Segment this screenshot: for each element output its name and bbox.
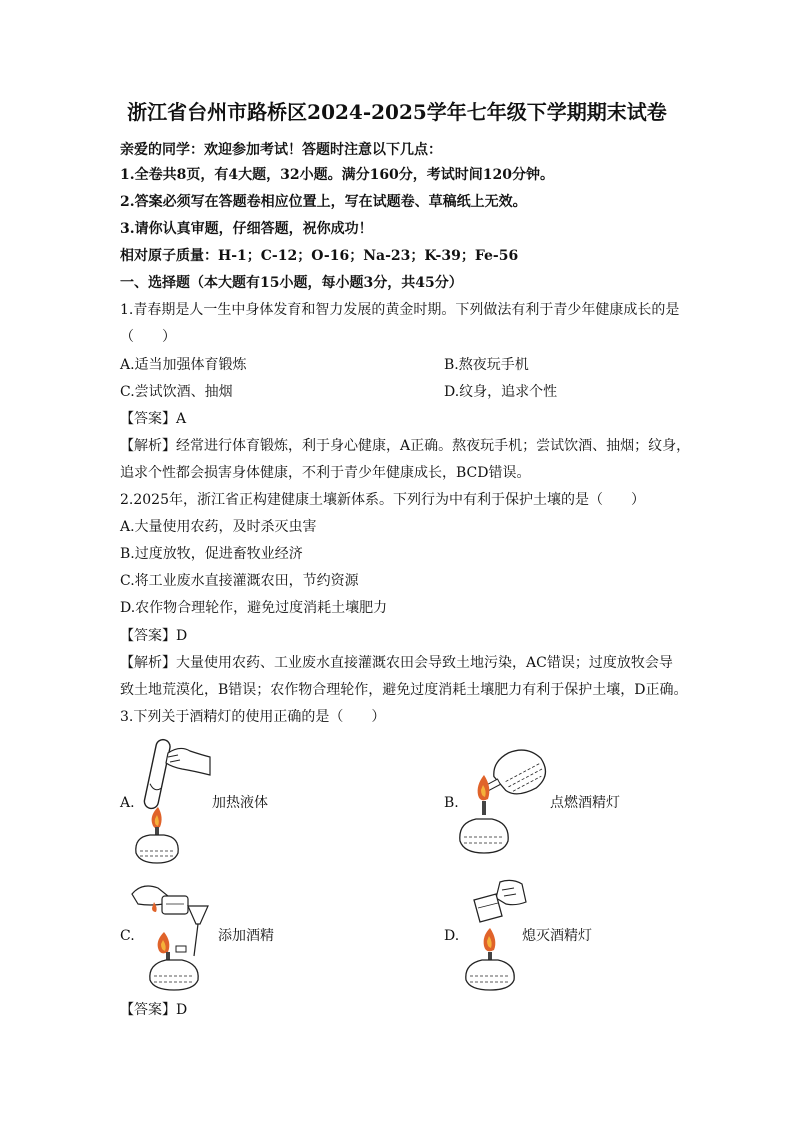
q2-analysis-2: 致土地荒漠化，B错误；农作物合理轮作，避免过度消耗土壤肥力有利于保护土壤，D正确。	[120, 682, 688, 698]
q3-option-d-letter: D.	[444, 928, 460, 944]
q2-option-b: B.过度放牧，促进畜牧业经济	[120, 546, 303, 562]
q1-stem: 1.青春期是人一生中身体发育和智力发展的黄金时期。下列做法有利于青少年健康成长的是	[120, 302, 680, 318]
q3-figure-a	[128, 735, 212, 867]
q2-option-c: C.将工业废水直接灌溉农田，节约资源	[120, 573, 359, 589]
section-heading: 一、选择题（本大题有15小题，每小题3分，共45分）	[120, 275, 463, 291]
lighting-lamp-illustration	[456, 745, 556, 857]
atomic-mass-line: 相对原子质量：H-1；C-12；O-16；Na-23；K-39；Fe-56	[120, 248, 519, 264]
q3-option-b-caption: 点燃酒精灯	[550, 795, 620, 811]
q1-option-c: C.尝试饮酒、抽烟	[120, 384, 233, 400]
q3-option-d-caption: 熄灭酒精灯	[522, 928, 592, 944]
intro-rule-1: 1.全卷共8页，有4大题，32小题。满分160分，考试时间120分钟。	[120, 167, 555, 183]
q1-option-a: A.适当加强体育锻炼	[120, 357, 247, 373]
q2-option-a: A.大量使用农药，及时杀灭虫害	[120, 519, 317, 535]
q3-option-c-letter: C.	[120, 928, 135, 944]
q2-analysis-1: 【解析】大量使用农药、工业废水直接灌溉农田会导致土地污染，AC错误；过度放牧会导	[120, 655, 673, 671]
q1-option-b: B.熬夜玩手机	[444, 357, 529, 373]
q2-option-d: D.农作物合理轮作，避免过度消耗土壤肥力	[120, 600, 388, 616]
heating-liquid-illustration	[128, 735, 212, 867]
q1-option-d: D.纹身，追求个性	[444, 384, 558, 400]
q3-option-b-letter: B.	[444, 795, 459, 811]
q3-option-a-caption: 加热液体	[212, 795, 268, 811]
intro-rule-2: 2.答案必须写在答题卷相应位置上，写在试题卷、草稿纸上无效。	[120, 194, 527, 210]
q3-stem: 3.下列关于酒精灯的使用正确的是（ ）	[120, 709, 386, 725]
q3-option-a-letter: A.	[120, 795, 135, 811]
exam-title: 浙江省台州市路桥区2024-2025学年七年级下学期期末试卷	[127, 100, 667, 124]
q3-answer: 【答案】D	[120, 1002, 188, 1018]
q1-analysis-1: 【解析】经常进行体育锻炼，利于身心健康，A正确。熬夜玩手机；尝试饮酒、抽烟；纹身，	[120, 438, 691, 454]
q1-analysis-2: 追求个性都会损害身体健康，不利于青少年健康成长，BCD错误。	[120, 465, 531, 481]
q3-figure-c	[128, 880, 216, 992]
intro-rule-3: 3.请你认真审题，仔细答题，祝你成功！	[120, 221, 373, 237]
q1-answer: 【答案】A	[120, 411, 187, 427]
q2-stem: 2.2025年，浙江省正构建健康土壤新体系。下列行为中有利于保护土壤的是（ ）	[120, 492, 645, 508]
adding-alcohol-illustration	[128, 880, 216, 992]
q3-option-c-caption: 添加酒精	[218, 928, 274, 944]
q1-stem-blank: （ ）	[120, 329, 176, 345]
intro-greeting: 亲爱的同学：欢迎参加考试！答题时注意以下几点：	[120, 142, 442, 158]
q2-answer: 【答案】D	[120, 628, 188, 644]
q3-figure-b	[456, 745, 556, 857]
